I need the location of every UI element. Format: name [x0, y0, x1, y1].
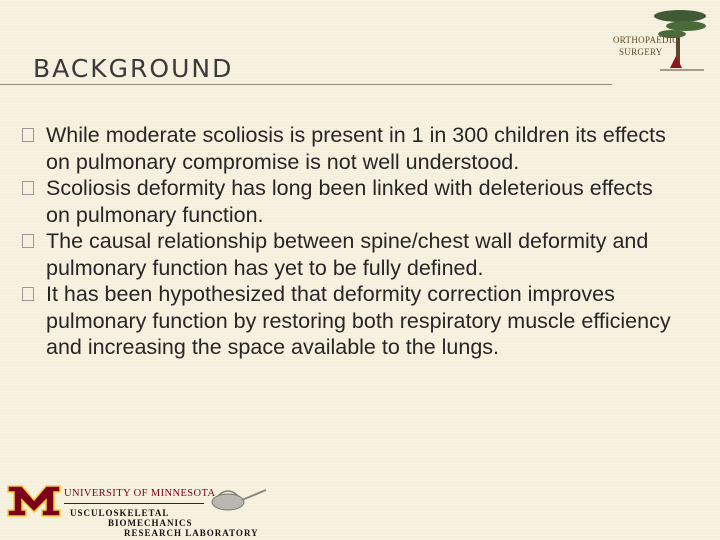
bullet-item [22, 228, 682, 281]
lab-name-line-2: BIOMECHANICS [108, 518, 193, 528]
university-name: UNIVERSITY OF MINNESOTA [64, 488, 216, 499]
bullet-box-icon [22, 287, 34, 301]
slide-title: BACKGROUND [33, 54, 234, 83]
logo-line-2: SURGERY [619, 47, 663, 57]
bullet-text: Scoliosis deformity has long been linked with deleterious effects on pulmonary function. [46, 176, 653, 227]
lab-name-line-1: USCULOSKELETAL [70, 508, 170, 518]
bullet-item [22, 122, 682, 175]
orthopaedic-surgery-text [613, 34, 678, 58]
bullet-text: The causal relationship between spine/chest wall deformity and pulmonary function has yet to be fully defined. [46, 229, 649, 280]
university-logo [6, 484, 276, 540]
bullet-item [22, 281, 682, 361]
lab-name-line-3: RESEARCH LABORATORY [124, 528, 259, 538]
block-m-icon [6, 484, 62, 518]
bullet-box-icon [22, 128, 34, 142]
oil-can-icon [204, 486, 268, 512]
logo-line-1: ORTHOPAEDIC [613, 35, 679, 45]
bullet-box-icon [22, 181, 34, 195]
bullet-item [22, 175, 682, 228]
bullet-list [22, 122, 682, 361]
bullet-box-icon [22, 234, 34, 248]
university-divider [64, 503, 204, 504]
bullet-text: While moderate scoliosis is present in 1 in 300 children its effects on pulmonary compromise is not well understood. [46, 123, 666, 174]
orthopaedic-surgery-logo [608, 4, 718, 76]
title-divider [0, 84, 612, 85]
bullet-text: It has been hypothesized that deformity correction improves pulmonary function by restoring both respiratory muscle efficiency and increasing the space available to the lungs. [46, 282, 671, 359]
